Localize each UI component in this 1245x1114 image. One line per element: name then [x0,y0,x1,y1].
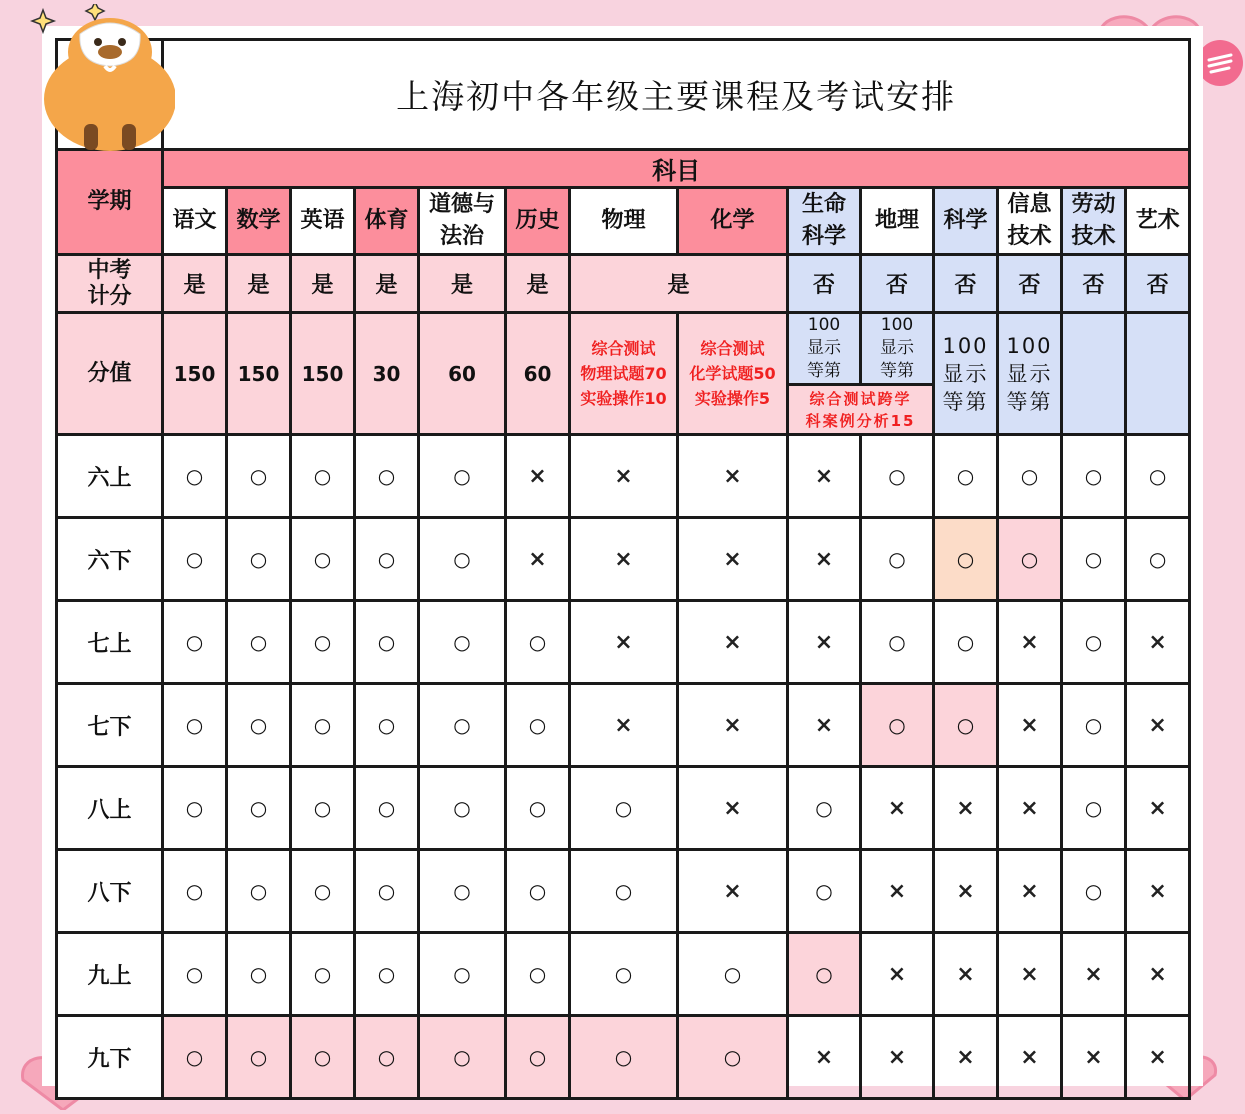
semester-row [57,601,1190,684]
mark-cell: ○ [355,601,419,684]
semester-label: 六下 [57,518,163,601]
mark-cell: ○ [1062,435,1126,518]
mark-cell: ○ [291,933,355,1016]
semester-label: 九下 [57,1016,163,1099]
mark-cell: ○ [419,518,506,601]
mark-cell: ○ [1062,601,1126,684]
zhongkao-math: 是 [227,255,291,313]
score-label: 分值 [57,313,163,435]
mark-cell: ○ [419,684,506,767]
semester-row [57,435,1190,518]
mark-cell: × [1126,767,1190,850]
mark-cell: ○ [227,435,291,518]
mark-cell: × [934,850,998,933]
mark-cell: ○ [227,684,291,767]
mark-cell: ○ [355,684,419,767]
subject-pe: 体育 [355,188,419,255]
mark-cell: ○ [291,767,355,850]
mark-cell: ○ [355,435,419,518]
mark-cell: × [861,850,934,933]
score-art [1126,313,1190,435]
mark-cell: × [1126,684,1190,767]
semester-label: 七上 [57,601,163,684]
mark-cell: ○ [163,767,227,850]
mark-cell: × [788,601,861,684]
mark-cell: × [861,1016,934,1099]
mark-cell: × [1126,850,1190,933]
semester-row [57,684,1190,767]
mark-cell: ○ [1126,518,1190,601]
mark-cell: ○ [163,933,227,1016]
mark-cell: ○ [355,1016,419,1099]
mark-cell: ○ [291,518,355,601]
mark-cell: ○ [678,1016,788,1099]
mark-cell: × [1126,601,1190,684]
subject-chemistry: 化学 [678,188,788,255]
mark-cell: ○ [934,435,998,518]
period-header: 学期 [57,150,163,255]
mark-cell: ○ [788,767,861,850]
mark-cell: ○ [163,601,227,684]
mark-cell: ○ [291,435,355,518]
score-row-top [57,313,1190,385]
zhongkao-label: 中考 计分 [57,255,163,313]
mark-cell: ○ [570,933,678,1016]
mark-cell: ○ [355,767,419,850]
subject-it: 信息 技术 [998,188,1062,255]
mark-cell: ○ [788,850,861,933]
mark-cell: × [998,1016,1062,1099]
mark-cell: ○ [291,1016,355,1099]
mark-cell: ○ [291,684,355,767]
zhongkao-geography: 否 [861,255,934,313]
mark-cell: ○ [355,518,419,601]
subject-geography: 地理 [861,188,934,255]
mark-cell: × [788,435,861,518]
zhongkao-history: 是 [506,255,570,313]
subject-art: 艺术 [1126,188,1190,255]
mark-cell: × [861,767,934,850]
mark-cell: ○ [1062,850,1126,933]
semester-label: 八上 [57,767,163,850]
subject-chinese: 语文 [163,188,227,255]
score-geography: 100 显示 等第 [861,313,934,385]
mark-cell: × [570,518,678,601]
mark-cell: ○ [163,684,227,767]
mark-cell: ○ [419,933,506,1016]
zhongkao-life-science: 否 [788,255,861,313]
mark-cell: ○ [506,601,570,684]
mark-cell: ○ [163,1016,227,1099]
score-ethics: 60 [419,313,506,435]
mark-cell: ○ [355,850,419,933]
subject-group-header: 科目 [163,150,1190,188]
mark-cell: × [934,767,998,850]
mark-cell: × [934,1016,998,1099]
mark-cell: × [1126,933,1190,1016]
mark-cell: × [998,601,1062,684]
mark-cell: × [1062,933,1126,1016]
semester-row [57,518,1190,601]
mark-cell: ○ [1126,435,1190,518]
score-it: 100 显示 等第 [998,313,1062,435]
mark-cell: ○ [570,1016,678,1099]
mark-cell: ○ [419,1016,506,1099]
mark-cell: × [788,518,861,601]
score-life-science: 100 显示 等第 [788,313,861,385]
subject-labor: 劳动 技术 [1062,188,1126,255]
mark-cell: × [570,684,678,767]
mark-cell: ○ [861,684,934,767]
score-science: 100 显示 等第 [934,313,998,435]
mark-cell: × [506,518,570,601]
semester-row [57,933,1190,1016]
mark-cell: ○ [861,518,934,601]
mark-cell: ○ [506,1016,570,1099]
mark-cell: ○ [934,601,998,684]
zhongkao-chinese: 是 [163,255,227,313]
score-chinese: 150 [163,313,227,435]
zhongkao-art: 否 [1126,255,1190,313]
subject-life-science: 生命 科学 [788,188,861,255]
mark-cell: × [570,435,678,518]
mark-cell: × [506,435,570,518]
mark-cell: ○ [506,850,570,933]
semester-label: 九上 [57,933,163,1016]
mark-cell: × [678,435,788,518]
mark-cell: × [1062,1016,1126,1099]
zhongkao-pe: 是 [355,255,419,313]
mark-cell: ○ [788,933,861,1016]
schedule-table [55,38,1191,1100]
mark-cell: × [678,601,788,684]
mark-cell: ○ [227,767,291,850]
semester-label: 八下 [57,850,163,933]
semester-row [57,850,1190,933]
mark-cell: × [861,933,934,1016]
subject-english: 英语 [291,188,355,255]
score-cross-case: 综合测试跨学 科案例分析15 [788,385,934,435]
zhongkao-science: 否 [934,255,998,313]
mark-cell: ○ [506,933,570,1016]
semester-row [57,767,1190,850]
mark-cell: × [678,684,788,767]
score-history: 60 [506,313,570,435]
score-english: 150 [291,313,355,435]
semester-label: 六上 [57,435,163,518]
mark-cell: ○ [227,518,291,601]
mark-cell: ○ [419,601,506,684]
mark-cell: × [570,601,678,684]
mark-cell: ○ [291,601,355,684]
mark-cell: × [788,684,861,767]
mark-cell: ○ [934,684,998,767]
score-labor [1062,313,1126,435]
semester-label: 七下 [57,684,163,767]
mark-cell: ○ [227,933,291,1016]
subject-header-row [57,188,1190,255]
mark-cell: ○ [419,767,506,850]
mark-cell: ○ [1062,767,1126,850]
subject-physics: 物理 [570,188,678,255]
mark-cell: × [998,684,1062,767]
mark-cell: × [678,518,788,601]
capybara-mascot-icon [30,4,175,154]
subject-math: 数学 [227,188,291,255]
mark-cell: × [678,767,788,850]
zhongkao-ethics: 是 [419,255,506,313]
mark-cell: ○ [506,684,570,767]
subject-ethics: 道德与 法治 [419,188,506,255]
mark-cell: × [998,933,1062,1016]
mark-cell: ○ [861,435,934,518]
mark-cell: × [678,850,788,933]
semester-row [57,1016,1190,1099]
score-physics: 综合测试 物理试题70 实验操作10 [570,313,678,435]
mark-cell: × [998,767,1062,850]
subject-history: 历史 [506,188,570,255]
mark-cell: ○ [1062,684,1126,767]
mark-cell: ○ [570,850,678,933]
mark-cell: ○ [355,933,419,1016]
score-math: 150 [227,313,291,435]
mark-cell: × [998,850,1062,933]
mark-cell: ○ [998,435,1062,518]
mark-cell: ○ [291,850,355,933]
mark-cell: ○ [163,850,227,933]
score-chemistry: 综合测试 化学试题50 实验操作5 [678,313,788,435]
mark-cell: ○ [1062,518,1126,601]
mark-cell: ○ [419,435,506,518]
mark-cell: ○ [227,1016,291,1099]
mark-cell: × [788,1016,861,1099]
zhongkao-it: 否 [998,255,1062,313]
page-title: 上海初中各年级主要课程及考试安排 [163,40,1190,150]
score-pe: 30 [355,313,419,435]
mark-cell: ○ [570,767,678,850]
mark-cell: × [934,933,998,1016]
mark-cell: ○ [163,518,227,601]
zhongkao-physics-chemistry: 是 [570,255,788,313]
mark-cell: ○ [163,435,227,518]
zhongkao-row [57,255,1190,313]
mark-cell: ○ [861,601,934,684]
mark-cell: ○ [419,850,506,933]
subject-science: 科学 [934,188,998,255]
mark-cell: × [1126,1016,1190,1099]
zhongkao-labor: 否 [1062,255,1126,313]
zhongkao-english: 是 [291,255,355,313]
mark-cell: ○ [227,601,291,684]
mark-cell: ○ [678,933,788,1016]
mark-cell: ○ [934,518,998,601]
mark-cell: ○ [998,518,1062,601]
mark-cell: ○ [227,850,291,933]
mark-cell: ○ [506,767,570,850]
